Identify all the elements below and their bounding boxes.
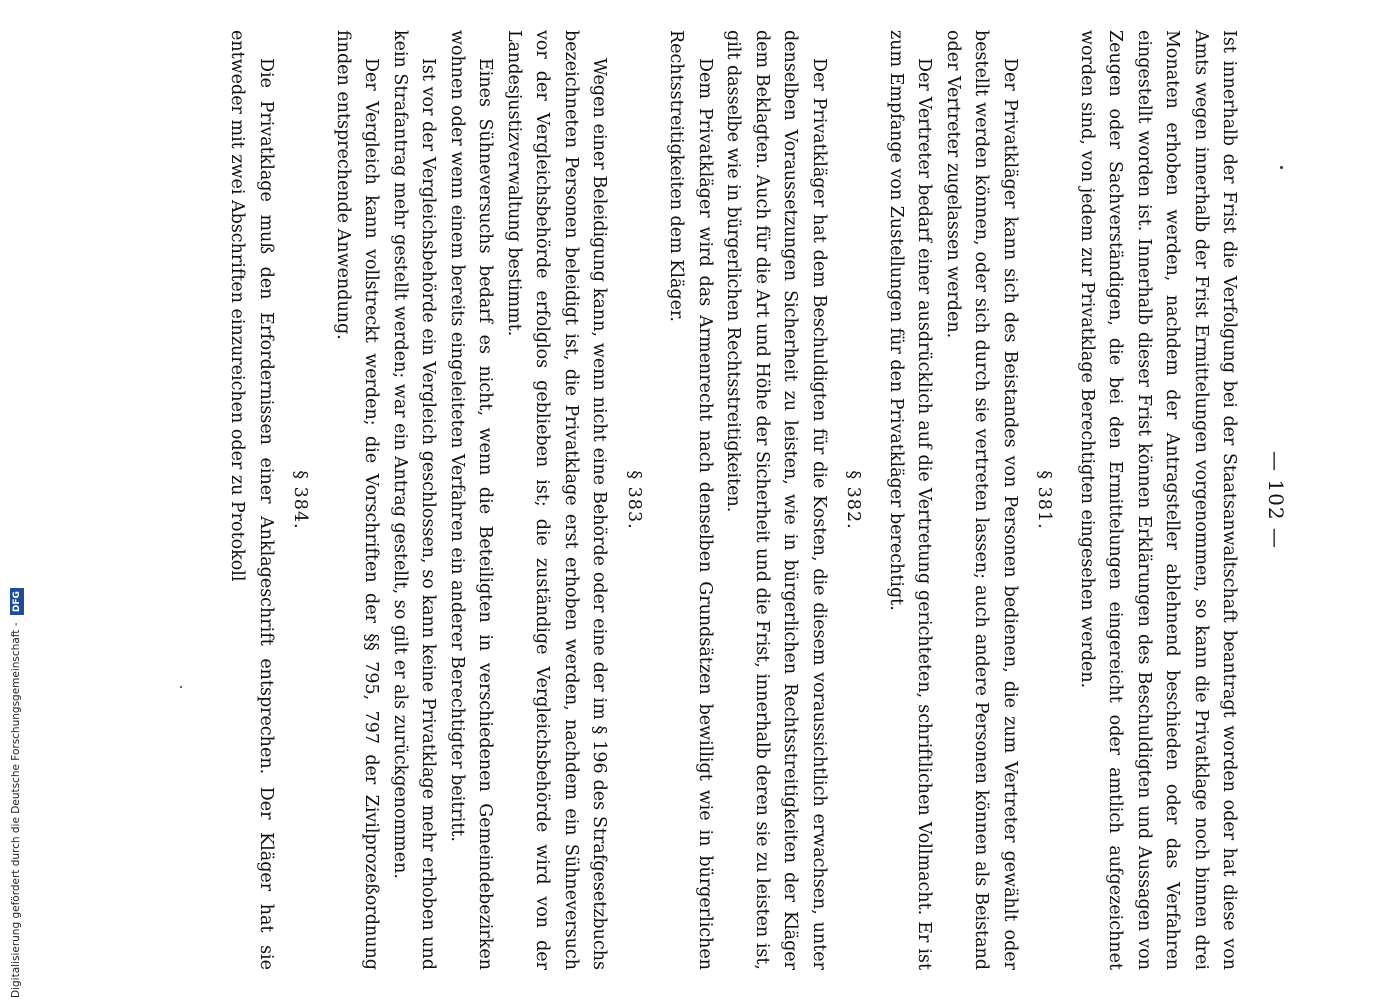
paragraph: Der Vertreter bedarf einer ausdrücklich auf die Vertretung gerichteten, schriftlichen Vollmacht. Er ist zum Empfange von Zustellungen für den Privatkläger berechtigt. <box>886 30 935 970</box>
section-heading-381: § 381. <box>1034 470 1055 530</box>
scanned-page-area <box>110 30 1290 970</box>
paragraph: Der Privatkläger hat dem Beschuldigten für die Kosten, die diesem voraussichtlich erwachsen, unter denselben Voraussetzungen Sicherheit zu leisten, wie in bürgerlichen Rechtsstreitigkeiten der Kläger dem Beklagten. Auch für die Art und Höhe der Sicherheit und die Frist, innerhalb deren sie zu leisten ist, gilt dasselbe wie in bürgerlichen Rechtsstreitigkeiten. <box>723 30 829 970</box>
credit-text: Digitalisierung gefördert durch die Deutsche Forschungsgemeinschaft - <box>10 622 22 998</box>
paragraph: Ist vor der Vergleichsbehörde ein Vergleich geschlossen, so kann keine Privatklage mehr erhoben und kein Strafantrag mehr gestellt werden; war ein Antrag gestellt, so gilt er als zurückgenommen. <box>390 30 439 970</box>
paragraph: Ist innerhalb der Frist die Verfolgung bei der Staatsanwaltschaft beantragt worden oder hat diese von Amts wegen innerhalb der Frist Ermittelungen vorgenommen, so kann die Privatklage noch binnen drei Monaten erhoben werden, nachdem der Antragsteller ablehnend beschieden oder das Verfahren eingestellt worden ist. Innerhalb dieser Frist können Erklärungen des Beschuldigten und Aussagen von Zeugen oder Sachverständigen, die bei den Ermittelungen eingereicht oder amtlich aufgezeichnet worden sind, von jedem zur Privatklage Berechtigten eingesehen werden. <box>1077 30 1240 970</box>
section-heading-382: § 382. <box>843 470 864 530</box>
digitization-credit <box>9 588 24 998</box>
page-number: — 102 — <box>1264 451 1288 549</box>
scan-speck <box>1280 166 1283 169</box>
dfg-logo: DFG <box>10 588 24 615</box>
paragraph: Wegen einer Beleidigung kann, wenn nicht eine Behörde oder eine der im § 196 des Strafgesetzbuchs bezeichneten Personen beleidigt ist, die Privatklage erst erhoben werden, nachdem ein Sühneversuch vor der Vergleichsbehörde erfolglos geblieben ist; die zuständige Vergleichsbehörde wird von der Landesjustizverwaltung bestimmt. <box>504 30 610 970</box>
document-page <box>110 30 1290 970</box>
digitization-credit-bar <box>0 0 22 1000</box>
paragraph: Eines Sühneversuchs bedarf es nicht, wenn die Beteiligten in verschiedenen Gemeindebezirken wohnen oder wenn einem bereits eingeleiteten Verfahren ein anderer Berechtigter beitritt. <box>447 30 496 970</box>
paragraph: Dem Privatkläger wird das Armenrecht nach denselben Grundsätzen bewilligt wie in bürgerlichen Rechtsstreitigkeiten dem Kläger. <box>666 30 715 970</box>
paragraph: Der Vergleich kann vollstreckt werden; die Vorschriften der §§ 795, 797 der Zivilprozeßordnung finden entsprechende Anwendung. <box>333 30 382 970</box>
paragraph: Der Privatkläger kann sich des Beistandes von Personen bedienen, die zum Vertreter gewählt oder bestellt werden können, oder sich durch sie vertreten lassen; auch andere Personen können als Beistand oder Vertreter zugelassen werden. <box>943 30 1020 970</box>
section-heading-383: § 383. <box>624 470 644 530</box>
paragraph: Die Privatklage muß den Erfordernissen einer Anklageschrift entsprechen. Der Kläger hat sie entweder mit zwei Abschriften einzureichen oder zu Protokoll <box>227 30 276 970</box>
scan-speck <box>180 686 182 688</box>
section-heading-384: § 384. <box>290 470 311 530</box>
